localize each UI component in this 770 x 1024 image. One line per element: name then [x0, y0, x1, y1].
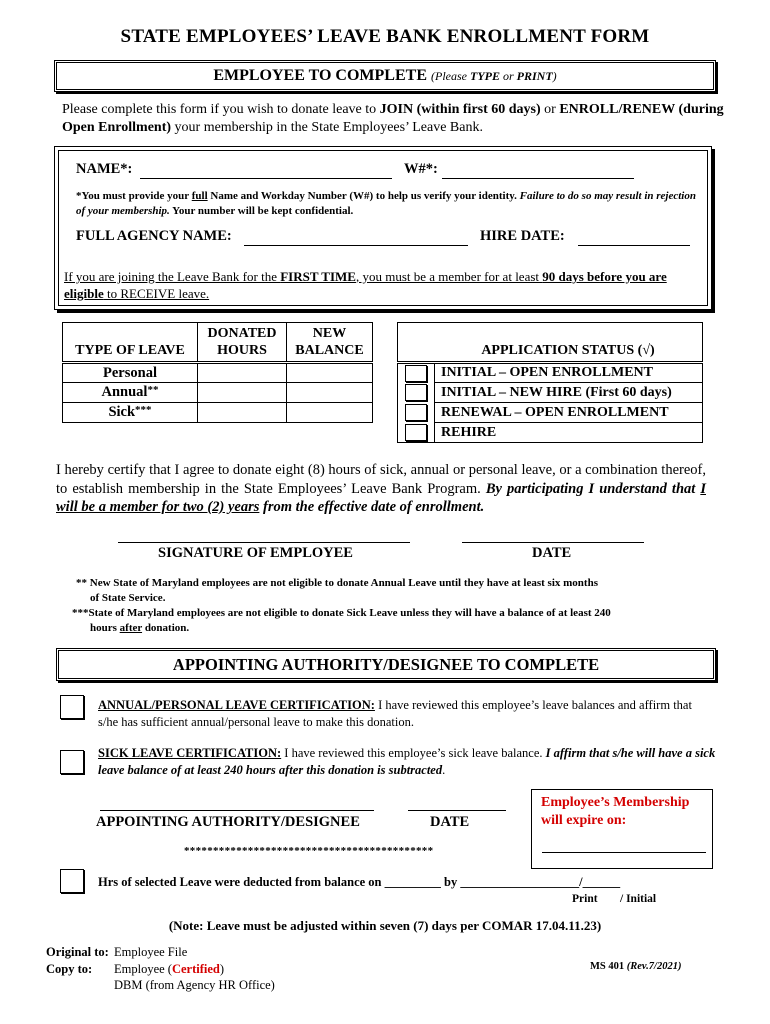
personal-balance-field[interactable]: [287, 363, 373, 383]
adjustment-note: (Note: Leave must be adjusted within seven (7) days per COMAR 17.04.11.23): [168, 918, 602, 933]
original-to-label: Original to:: [46, 945, 109, 959]
employee-section-hint: (Please TYPE or PRINT): [431, 69, 557, 83]
employee-signature-line[interactable]: [118, 542, 410, 543]
sick-donated-field[interactable]: [198, 403, 287, 423]
status-checkbox-cell: [398, 383, 435, 403]
designee-date-line[interactable]: [408, 810, 506, 811]
status-option-new-hire: INITIAL – NEW HIRE (First 60 days): [435, 383, 703, 403]
annual-donated-field[interactable]: [198, 383, 287, 403]
col-donated-hours: DONATED HOURS: [198, 323, 287, 363]
deducted-statement: Hrs of selected Leave were deducted from balance on _________ by ___________________/______: [98, 875, 621, 889]
employee-section-title: EMPLOYEE TO COMPLETE: [213, 67, 427, 84]
employee-date-line[interactable]: [462, 542, 644, 543]
status-checkbox-rehire[interactable]: [405, 424, 427, 441]
signature-date-label: DATE: [532, 545, 572, 561]
signature-label: SIGNATURE OF EMPLOYEE: [158, 545, 353, 561]
col-new-balance: NEW BALANCE: [287, 323, 373, 363]
hire-date-label: HIRE DATE:: [480, 228, 565, 244]
footnote-annual: ** New State of Maryland employees are not eligible to donate Annual Leave until they have at least six months of State Service.: [76, 577, 598, 604]
print-label: Print: [572, 893, 598, 905]
name-label: NAME*:: [76, 161, 133, 177]
form-title: STATE EMPLOYEES’ LEAVE BANK ENROLLMENT FORM: [120, 26, 650, 47]
designee-signature-line[interactable]: [100, 810, 374, 811]
hire-date-field[interactable]: [578, 229, 690, 246]
w-number-field[interactable]: [442, 162, 634, 179]
status-checkbox-renewal[interactable]: [405, 404, 427, 421]
agency-label: FULL AGENCY NAME:: [76, 228, 232, 244]
designee-label: APPOINTING AUTHORITY/DESIGNEE: [96, 814, 360, 830]
footnote-sick: ***State of Maryland employees are not eligible to donate Sick Leave unless they will have a balance of at least 240 hours after donation.: [72, 607, 611, 634]
separator-stars: *******************************************: [184, 845, 434, 857]
certified-tag: Certified: [171, 961, 220, 976]
membership-expiry-box: [531, 789, 713, 869]
sick-certification-text: SICK LEAVE CERTIFICATION: I have reviewed this employee’s sick leave balance. I affirm that s/he will have a sick leave balance of at least 240 hours after this donation is subtracted.: [98, 746, 716, 777]
application-status-table: [397, 322, 703, 443]
identity-note: *You must provide your full Name and Workday Number (W#) to help us verify your identity. Failure to do so may result in rejection of your membership. Your number will be kept confidential.: [76, 190, 696, 217]
sick-balance-field[interactable]: [287, 403, 373, 423]
status-option-rehire: REHIRE: [435, 423, 703, 443]
intro-paragraph: Please complete this form if you wish to donate leave to JOIN (within first 60 days) or ENROLL/RENEW (during Open Enrollment) your membership in the State Employees’ Leave Bank.: [62, 102, 724, 135]
status-option-initial-open: INITIAL – OPEN ENROLLMENT: [435, 363, 703, 383]
leave-row-personal: Personal: [63, 363, 198, 383]
leave-table: [62, 322, 373, 423]
status-checkbox-new-hire[interactable]: [405, 384, 427, 401]
personal-donated-field[interactable]: [198, 363, 287, 383]
original-to-value: Employee File: [114, 945, 188, 959]
name-field[interactable]: [140, 162, 392, 179]
status-checkbox-cell: [398, 363, 435, 383]
sick-certification-checkbox[interactable]: [60, 750, 84, 774]
leave-row-annual: Annual**: [63, 383, 198, 403]
employee-section-header: [54, 60, 716, 92]
form-number: MS 401 (Rev.7/2021): [590, 961, 682, 972]
status-checkbox-cell: [398, 423, 435, 443]
annual-balance-field[interactable]: [287, 383, 373, 403]
col-type-of-leave: TYPE OF LEAVE: [63, 323, 198, 363]
first-time-notice: If you are joining the Leave Bank for the FIRST TIME, you must be a member for at least 90 days before you are eligible to RECEIVE leave.: [64, 269, 667, 301]
initial-label: / Initial: [620, 893, 657, 905]
status-option-renewal: RENEWAL – OPEN ENROLLMENT: [435, 403, 703, 423]
membership-expiry-field[interactable]: [542, 852, 706, 853]
distribution-block: Original to: Employee File Copy to: Employee (Certified) DBM (from Agency HR Office): [46, 945, 275, 992]
status-checkbox-cell: [398, 403, 435, 423]
leave-row-sick: Sick***: [63, 403, 198, 423]
annual-certification-checkbox[interactable]: [60, 695, 84, 719]
status-checkbox-initial-open[interactable]: [405, 365, 427, 382]
membership-expiry-label: Employee’s Membership will expire on:: [541, 795, 690, 828]
w-number-label: W#*:: [404, 161, 438, 177]
designee-date-label: DATE: [430, 814, 470, 830]
copy-to-label: Copy to:: [46, 961, 93, 976]
authority-section-header: APPOINTING AUTHORITY/DESIGNEE TO COMPLETE: [56, 648, 716, 681]
annual-certification-text: ANNUAL/PERSONAL LEAVE CERTIFICATION: I have reviewed this employee’s leave balances and affirm that s/he has sufficient annual/personal leave to make this donation.: [98, 698, 692, 729]
deducted-checkbox[interactable]: [60, 869, 84, 893]
application-status-header: APPLICATION STATUS (√): [398, 323, 703, 363]
certification-paragraph: I hereby certify that I agree to donate eight (8) hours of sick, annual or personal leave, or a combination thereof, to establish membership in the State Employees’ Leave Bank Program. By participating I understand that I will be a member for two (2) years from the effective date of enrollment.: [56, 462, 706, 515]
agency-field[interactable]: [244, 229, 468, 246]
